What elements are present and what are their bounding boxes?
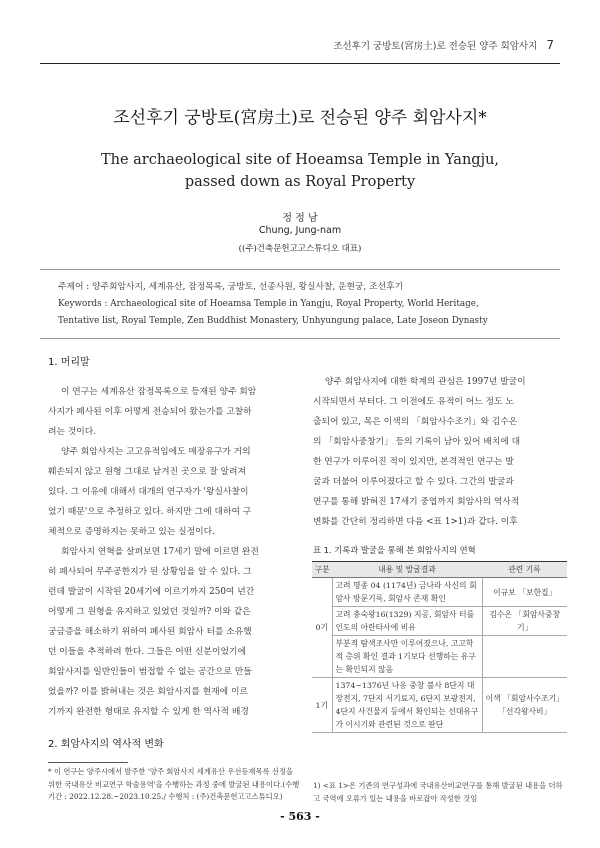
body-line: 시작되면서 부터다. 그 이전에도 유적이 어느 정도 노	[313, 397, 514, 407]
body-line: 양주 회암사지는 고고유적임에도 매장유구가 거의	[61, 447, 251, 457]
keywords-rule-bottom	[40, 338, 560, 339]
body-line: 양주 회암사지에 대한 학계의 관심은 1997년 발굴이	[325, 377, 526, 387]
body-line: 굴과 더불어 이루어졌다고 할 수 있다. 그간의 발굴과	[313, 477, 514, 487]
body-line: 어떻게 그 원형을 유지하고 있었던 것일까? 이와 같은	[48, 607, 251, 617]
body-line: 한 연구가 이루어진 적이 있지만, 본격적인 연구는 발	[313, 457, 514, 467]
author-english: Chung, Jung-nam	[258, 225, 342, 236]
table-cell-content: 고려 충숙왕16(1329) 지공, 회암사 터를 인도의 아란타사에 비유	[332, 607, 482, 636]
table-row	[312, 578, 567, 607]
body-line: 히 폐사되어 무주공한지가 된 상황임을 알 수 있다. 그	[48, 567, 252, 577]
table-header-cell: 내용 및 발굴결과	[332, 562, 482, 578]
header-rule	[40, 63, 560, 64]
history-table	[312, 561, 567, 733]
table-row	[312, 607, 567, 636]
table-caption: 표 1. 기록과 발굴을 통해 본 회암사지의 연혁	[313, 545, 476, 555]
body-line: 체적으로 증명하지는 못하고 있는 실정이다.	[48, 527, 215, 537]
title-english-line2: passed down as Royal Property	[184, 174, 416, 190]
table-cell-content: 1374~1376년 나옹 중창 불사 8단지 대장전지, 7단지 서기료지, 6단지 보광전지, 4단지 사건물지 등에서 확인되는 선대유구가 이시기와 관련된 것으로 판단	[332, 678, 482, 733]
table-cell-period: 1기	[312, 678, 332, 733]
keywords-rule-top	[40, 269, 560, 270]
body-line: 궁금증을 해소하기 위하여 폐사된 회암사 터를 소유했	[48, 627, 252, 637]
author-affiliation: ((주)건축문헌고고스튜디오 대표)	[238, 244, 362, 254]
table-cell-source: 이색 「회암사수조기」 「선각왕사비」	[482, 678, 567, 733]
body-line: 출되어 있고, 목은 이색의 「회암사수조기」와 김수온	[313, 417, 518, 427]
body-line: 훼손되지 않고 원형 그대로 남겨진 곳으로 잘 알려져	[48, 467, 247, 477]
running-head-title: 조선후기 궁방토(宮房土)로 전승된 양주 회암사지	[333, 41, 538, 52]
keywords-english-line1: Keywords : Archaeological site of Hoeamsa Temple in Yangju, Royal Property, World Heritage,	[58, 299, 479, 309]
body-line: 회암사지를 일반인들이 범접할 수 없는 공간으로 만들	[48, 667, 252, 677]
body-line: 회암사지 연혁을 살펴보면 17세기 말에 이르면 완전	[61, 547, 259, 557]
body-line: 연구를 통해 밝혀진 17세기 중엽까지 회암사의 역사적	[313, 497, 520, 507]
table-cell-content: 고려 명종 04 (1174년) 금나라 사신의 회암사 방문기록, 회암사 존재 확인	[332, 578, 482, 607]
title-english	[0, 149, 600, 193]
footnote-rule-left	[48, 762, 128, 763]
table-cell-period: 0기	[312, 578, 332, 678]
body-line: 사지가 폐사된 이후 어떻게 전승되어 왔는가를 고찰하	[48, 407, 252, 417]
body-line: 기까지 완전한 형태로 유지할 수 있게 한 역사적 배경	[48, 707, 249, 717]
running-head-page: 7	[546, 38, 554, 52]
body-line: 변화를 간단히 정리하면 다음 <표 1>1)과 같다. 이후	[313, 517, 518, 527]
table-cell-source	[482, 636, 567, 678]
body-line: 이 연구는 세계유산 잠정목록으로 등재된 양주 회암	[61, 387, 257, 397]
keywords-english-line2: Tentative list, Royal Temple, Zen Buddhist Monastery, Unhyungung palace, Late Joseon Dynasty	[58, 316, 488, 326]
body-line: 었기 때문'으로 추정하고 있다. 하지만 그에 대하여 구	[48, 507, 252, 517]
table-row	[312, 678, 567, 733]
footnote-right: 1) <표 1>은 기존의 연구성과에 국내유산비교연구를 통해 발굴된 내용을 더하고 국역에 오류가 있는 내용을 바로잡아 작성한 것임	[313, 781, 563, 803]
body-line: 의 「회암사중창기」 등의 기록이 남아 있어 배치에 대	[313, 437, 521, 447]
body-line: 있다. 그 이유에 대해서 대개의 연구자가 '왕실사찰이	[48, 487, 249, 497]
running-head	[333, 38, 554, 52]
section2-heading: 2. 회암사지의 역사적 변화	[48, 739, 164, 750]
footnote-left: * 이 연구는 양주시에서 발주한 '양주 회암사지 세계유산 우선등재목록 선정을 위한 국내유산 비교연구 학술용역'을 수행하는 과정 중에 발굴된 내용이다.(수행기간 : 2022.12.28.~2023.10.25./ 수행처 : (주)건축문헌고고스튜디오)	[48, 767, 300, 801]
table-header-cell: 관련 기록	[482, 562, 567, 578]
table-cell-content: 부분적 탐색조사만 이루어졌으나, 고고학적 층위 확인 결과 1기보다 선행하는 유구는 확인되지 않음	[332, 636, 482, 678]
body-line: 려는 것이다.	[48, 427, 97, 437]
body-line: 런데 발굴이 시작된 20세기에 이르기까지 250여 년간	[48, 587, 255, 597]
section1-heading: 1. 머리말	[48, 357, 90, 368]
title-korean: 조선후기 궁방토(宮房土)로 전승된 양주 회암사지*	[113, 108, 487, 128]
table-cell-source: 김수온 「회암사중창기」	[482, 607, 567, 636]
keywords-korean: 주제어 : 양주회암사지, 세계유산, 잠정목록, 궁방토, 선종사원, 왕실사찰, 운현궁, 조선후기	[58, 282, 404, 292]
author-korean: 정 정 남	[282, 213, 318, 224]
body-line: 었을까? 이를 밝혀내는 것은 회암사지를 현재에 이르	[48, 687, 248, 697]
body-line: 던 이들을 추적하려 한다. 그들은 어떤 신분이었기에	[48, 647, 247, 657]
page-number: - 563 -	[280, 810, 320, 823]
table-header-cell: 구분	[312, 562, 332, 578]
table-header-row	[312, 562, 567, 578]
keywords-block	[58, 279, 548, 330]
table-row	[312, 636, 567, 678]
title-english-line1: The archaeological site of Hoeamsa Temple in Yangju,	[100, 152, 500, 168]
table-cell-source: 이규보 「보한집」	[482, 578, 567, 607]
